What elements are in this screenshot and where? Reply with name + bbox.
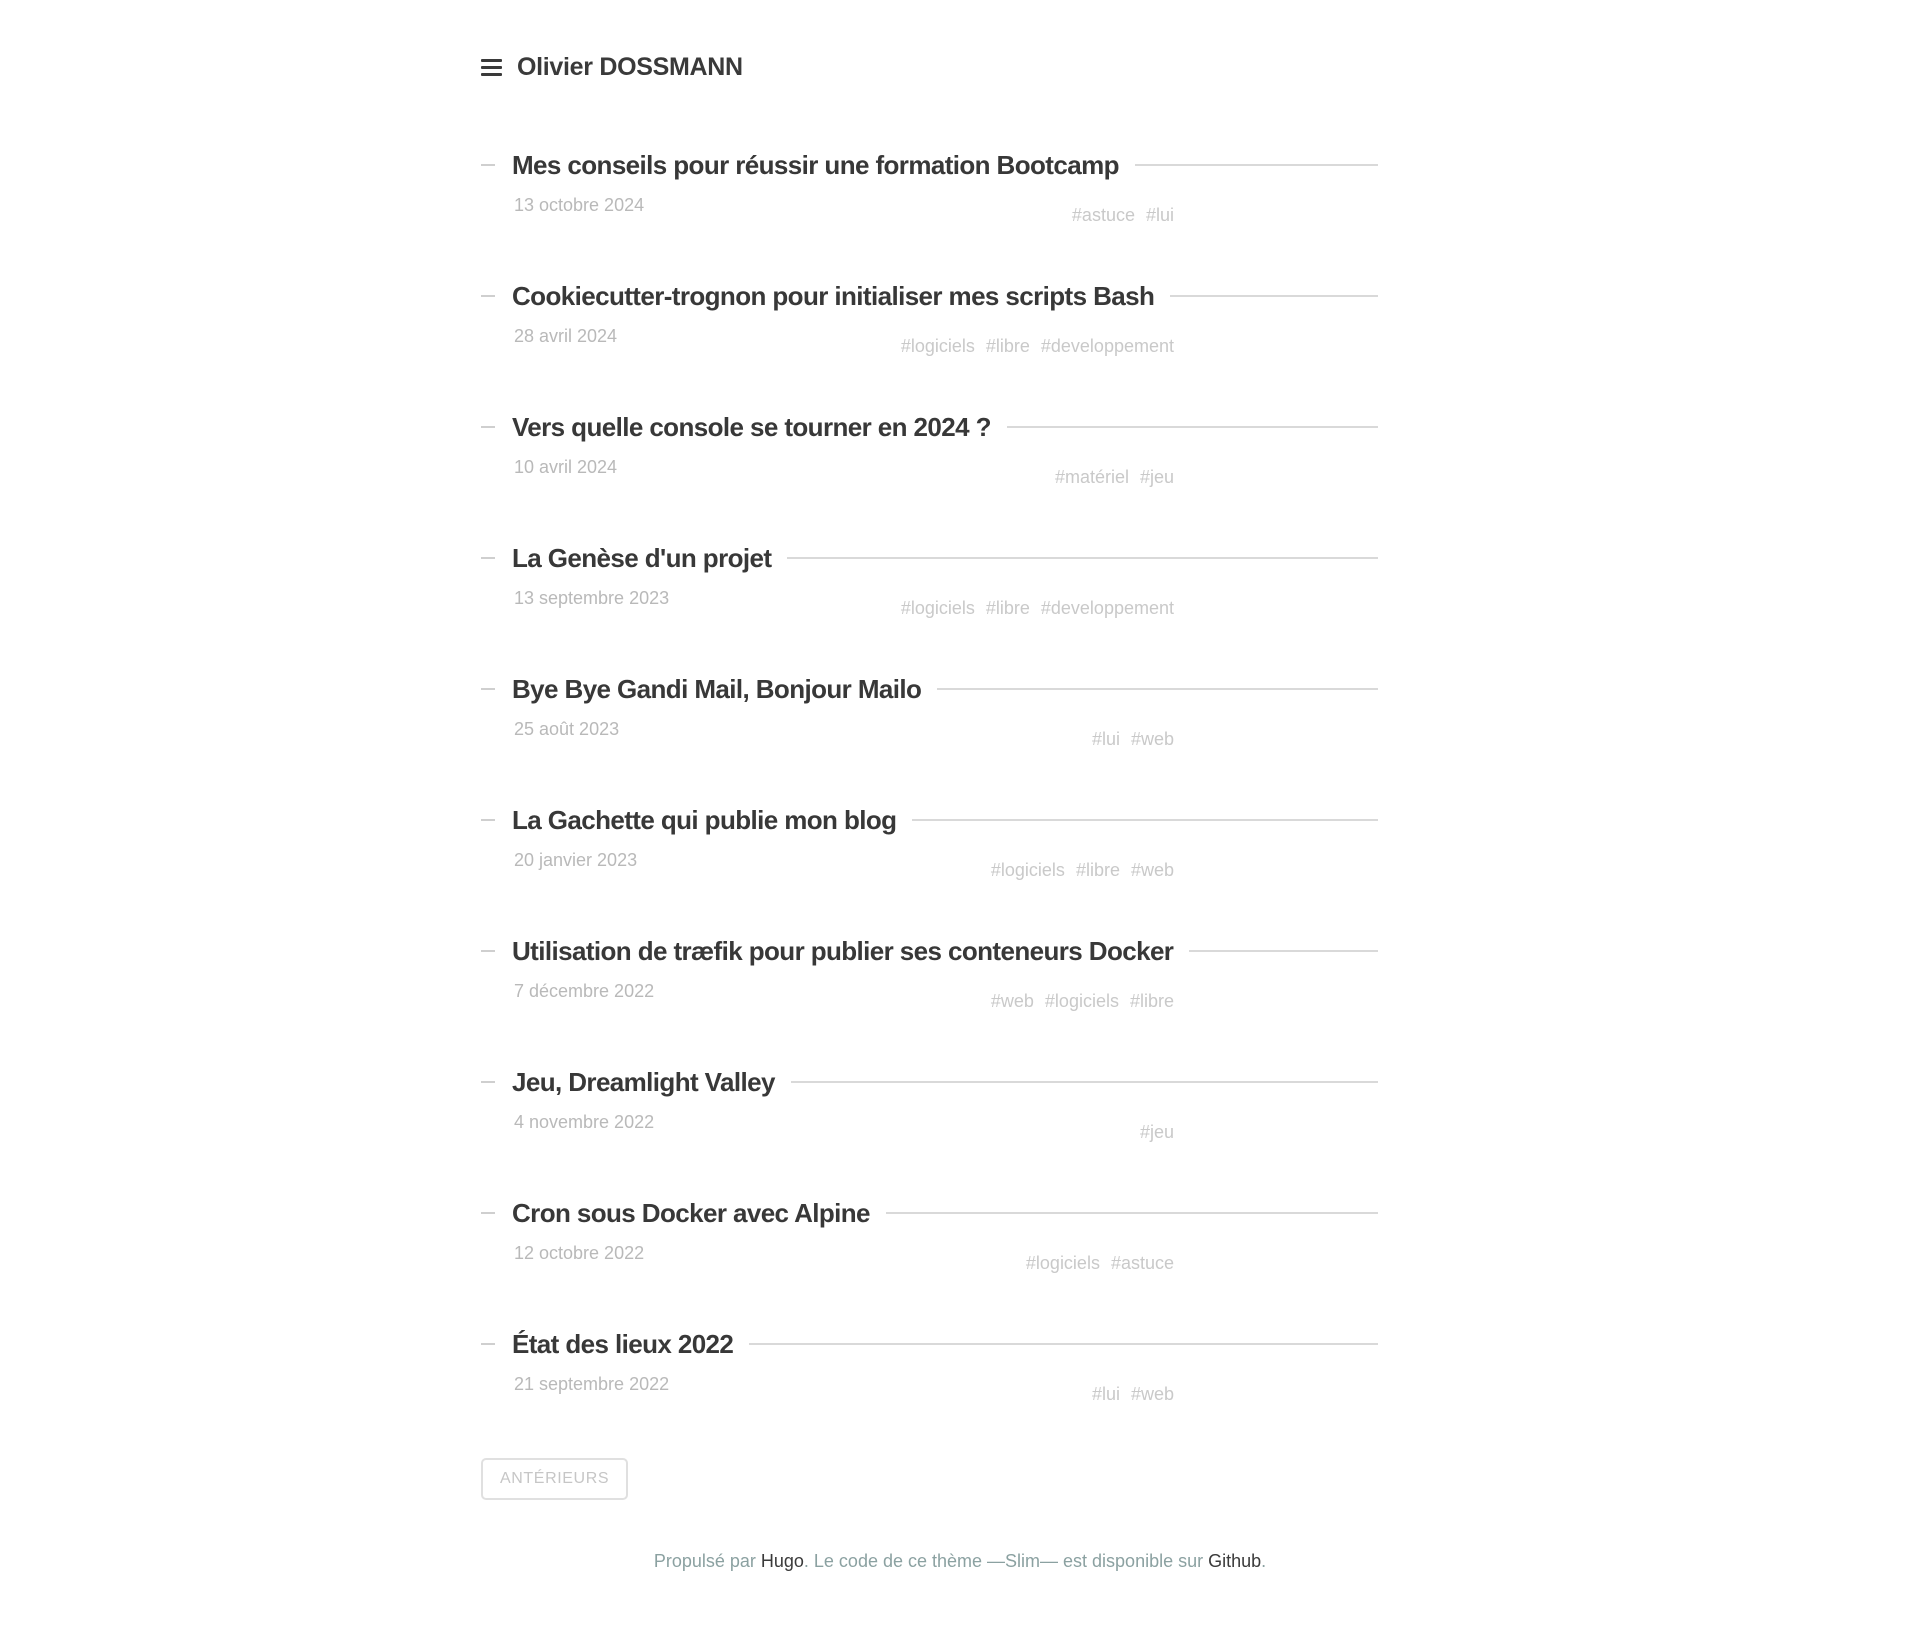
title-dash-line (481, 557, 495, 559)
tag-link[interactable]: #logiciels (900, 598, 975, 618)
post-title (481, 1327, 1378, 1361)
title-rule-line (749, 1343, 1378, 1345)
title-dash-line (481, 426, 495, 428)
title-dash-line (481, 1081, 495, 1083)
tag-link[interactable]: #libre (1075, 860, 1120, 880)
post-tags (1140, 1119, 1174, 1145)
title-rule-line (1007, 426, 1378, 428)
tag-link[interactable]: #web (1130, 1384, 1174, 1404)
post-title (481, 934, 1378, 968)
post-date: 4 novembre 2022 (514, 1112, 655, 1132)
hamburger-bar (481, 59, 502, 62)
post-tags (1026, 1250, 1174, 1276)
tag-link[interactable]: #libre (985, 336, 1030, 356)
tag-link[interactable]: #logiciels (990, 860, 1065, 880)
post-title (481, 672, 1378, 706)
post-title-link[interactable]: La Genèse d'un projet (512, 542, 772, 573)
hamburger-bar (481, 73, 502, 76)
hamburger-bar (481, 66, 502, 69)
title-rule-line (787, 557, 1378, 559)
tag-link[interactable]: #developpement (1040, 336, 1174, 356)
title-rule-line (1170, 295, 1378, 297)
post-meta (514, 1109, 1378, 1149)
tag-link[interactable]: #logiciels (900, 336, 975, 356)
post-title-link[interactable]: La Gachette qui publie mon blog (512, 804, 897, 835)
post-meta (514, 1371, 1378, 1411)
post-title-link[interactable]: État des lieux 2022 (512, 1328, 734, 1359)
post-item (481, 672, 1378, 756)
site-footer (0, 1548, 1920, 1574)
post-item (481, 934, 1378, 1018)
post-title (481, 148, 1378, 182)
tag-link[interactable]: #web (1130, 860, 1174, 880)
title-rule-line (791, 1081, 1378, 1083)
post-meta (514, 323, 1378, 363)
title-rule-line (912, 819, 1378, 821)
tag-link[interactable]: #libre (985, 598, 1030, 618)
post-tags (1092, 1381, 1174, 1407)
post-tags (991, 857, 1174, 883)
post-title-link[interactable]: Jeu, Dreamlight Valley (512, 1066, 775, 1097)
post-tags (1092, 726, 1174, 752)
footer-text: . (1261, 1551, 1267, 1571)
github-link[interactable]: Github (1208, 1551, 1262, 1571)
tag-link[interactable]: #logiciels (1044, 991, 1119, 1011)
post-item (481, 148, 1378, 232)
title-rule-line (1189, 950, 1378, 952)
post-item (481, 410, 1378, 494)
tag-link[interactable]: #developpement (1040, 598, 1174, 618)
posts-list (481, 148, 1378, 1411)
title-dash-line (481, 164, 495, 166)
post-date: 28 avril 2024 (514, 326, 618, 346)
post-date: 21 septembre 2022 (514, 1374, 670, 1394)
post-title-link[interactable]: Cookiecutter-trognon pour initialiser mes scripts Bash (512, 280, 1155, 311)
post-item (481, 1196, 1378, 1280)
post-item (481, 541, 1378, 625)
footer-text: . Le code de ce thème —Slim— est disponible sur (803, 1551, 1209, 1571)
post-item (481, 279, 1378, 363)
post-meta (514, 454, 1378, 494)
post-item (481, 1065, 1378, 1149)
post-tags (1072, 202, 1174, 228)
post-title-link[interactable]: Utilisation de træfik pour publier ses conteneurs Docker (512, 935, 1174, 966)
post-title (481, 410, 1378, 444)
post-meta (514, 585, 1378, 625)
site-header (481, 50, 1378, 84)
post-title-link[interactable]: Bye Bye Gandi Mail, Bonjour Mailo (512, 673, 922, 704)
tag-link[interactable]: #lui (1091, 1384, 1120, 1404)
tag-link[interactable]: #lui (1091, 729, 1120, 749)
title-rule-line (1135, 164, 1378, 166)
post-meta (514, 978, 1378, 1018)
post-date: 10 avril 2024 (514, 457, 618, 477)
tag-link[interactable]: #lui (1145, 205, 1174, 225)
title-dash-line (481, 950, 495, 952)
tag-link[interactable]: #jeu (1139, 467, 1174, 487)
post-item (481, 1327, 1378, 1411)
post-title (481, 541, 1378, 575)
title-dash-line (481, 1212, 495, 1214)
post-date: 12 octobre 2022 (514, 1243, 645, 1263)
footer-text: Propulsé par (653, 1551, 761, 1571)
post-title (481, 1065, 1378, 1099)
tag-link[interactable]: #web (1130, 729, 1174, 749)
post-date: 7 décembre 2022 (514, 981, 655, 1001)
pagination (481, 1458, 1378, 1500)
site-title-link[interactable]: Olivier DOSSMANN (517, 52, 743, 81)
hugo-link[interactable]: Hugo (760, 1551, 804, 1571)
title-rule-line (937, 688, 1378, 690)
post-title-link[interactable]: Mes conseils pour réussir une formation Bootcamp (512, 149, 1119, 180)
title-dash-line (481, 819, 495, 821)
post-tags (1055, 464, 1174, 490)
title-rule-line (886, 1212, 1378, 1214)
post-title (481, 1196, 1378, 1230)
post-meta (514, 1240, 1378, 1280)
post-title (481, 279, 1378, 313)
post-date: 25 août 2023 (514, 719, 620, 739)
title-dash-line (481, 688, 495, 690)
post-date: 13 octobre 2024 (514, 195, 645, 215)
post-meta (514, 192, 1378, 232)
tag-link[interactable]: #web (990, 991, 1034, 1011)
tag-link[interactable]: #jeu (1139, 1122, 1174, 1142)
title-dash-line (481, 1343, 495, 1345)
post-title-link[interactable]: Vers quelle console se tourner en 2024 ? (512, 411, 991, 442)
post-meta (514, 847, 1378, 887)
post-title-link[interactable]: Cron sous Docker avec Alpine (512, 1197, 870, 1228)
tag-link[interactable]: #matériel (1054, 467, 1129, 487)
tag-link[interactable]: #libre (1129, 991, 1174, 1011)
post-tags (901, 595, 1174, 621)
tag-link[interactable]: #astuce (1110, 1253, 1174, 1273)
tag-link[interactable]: #logiciels (1025, 1253, 1100, 1273)
post-item (481, 803, 1378, 887)
post-date: 20 janvier 2023 (514, 850, 638, 870)
post-meta (514, 716, 1378, 756)
post-tags (901, 333, 1174, 359)
hamburger-menu-icon[interactable] (481, 59, 502, 76)
older-posts-button[interactable]: ANTÉRIEURS (481, 1458, 628, 1500)
title-dash-line (481, 295, 495, 297)
post-tags (991, 988, 1174, 1014)
post-title (481, 803, 1378, 837)
post-date: 13 septembre 2023 (514, 588, 670, 608)
tag-link[interactable]: #astuce (1071, 205, 1135, 225)
page-container (481, 0, 1378, 1574)
